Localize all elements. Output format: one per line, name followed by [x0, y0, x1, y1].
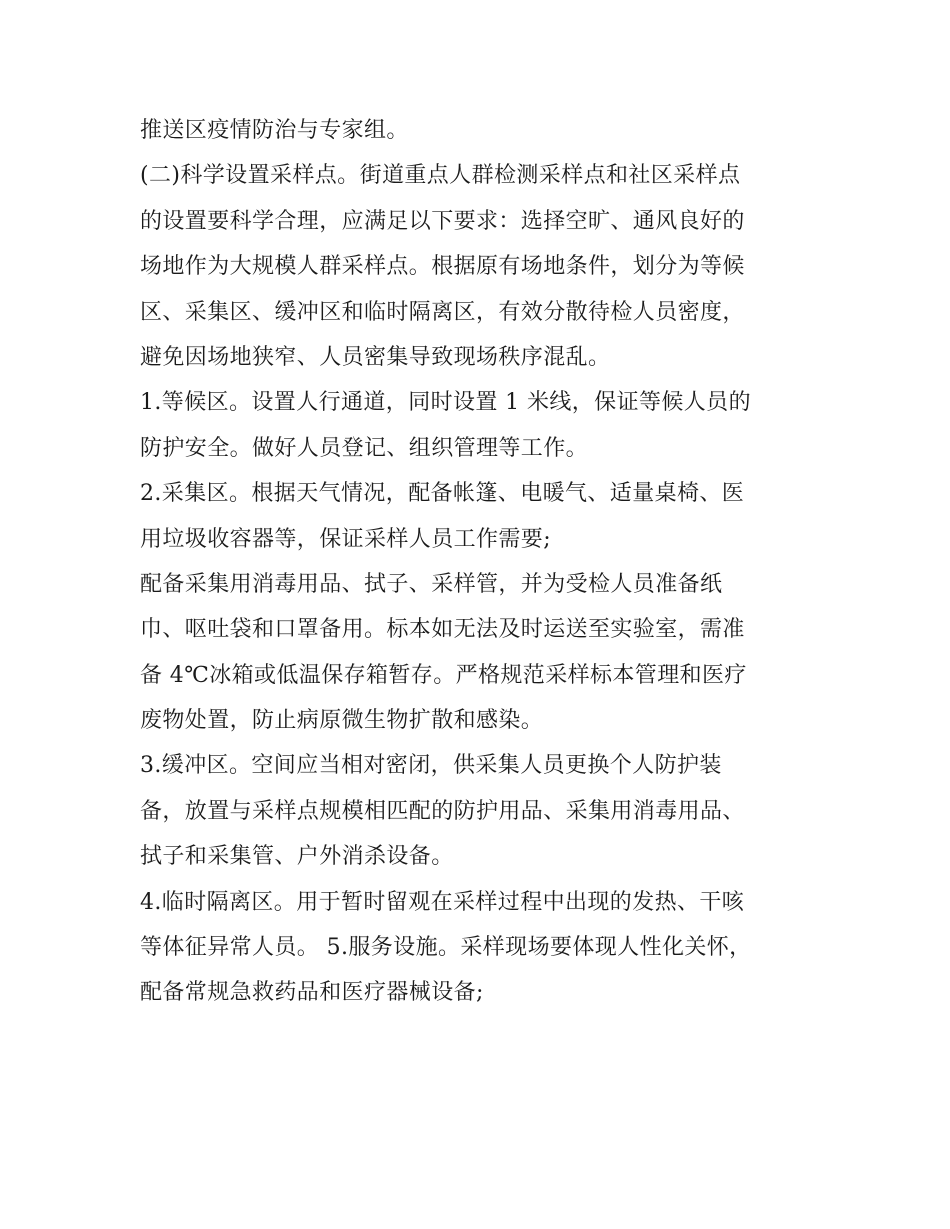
text-line: 备 4℃冰箱或低温保存箱暂存。严格规范采样标本管理和医疗 — [140, 662, 747, 688]
text-line: 配备常规急救药品和医疗器械设备; — [140, 980, 484, 1006]
text-line: 3.缓冲区。空间应当相对密闭，供采集人员更换个人防护装 — [140, 753, 722, 779]
text-line: 配备采集用消毒用品、拭子、采样管，并为受检人员准备纸 — [140, 571, 723, 597]
text-line: 用垃圾收容器等，保证采样人员工作需要; — [140, 526, 552, 552]
text-line: 备，放置与采样点规模相匹配的防护用品、采集用消毒用品、 — [140, 798, 745, 824]
text-line: 推送区疫情防治与专家组。 — [140, 118, 409, 143]
text-line: 防护安全。做好人员登记、组织管理等工作。 — [140, 435, 589, 461]
text-line: 拭子和采集管、户外消杀设备。 — [140, 844, 454, 870]
text-line: 1.等候区。设置人行通道，同时设置 1 米线，保证等候人员的 — [140, 390, 751, 416]
text-line: 废物处置，防止病原微生物扩散和感染。 — [140, 708, 544, 734]
text-line: 场地作为大规模人群采样点。根据原有场地条件，划分为等候 — [140, 254, 745, 280]
text-line: 巾、呕吐袋和口罩备用。标本如无法及时运送至实验室，需准 — [140, 617, 745, 643]
text-line: 区、采集区、缓冲区和临时隔离区，有效分散待检人员密度， — [140, 299, 745, 325]
body-text — [140, 108, 820, 1016]
text-line: 4.临时隔离区。用于暂时留观在采样过程中出现的发热、干咳 — [140, 889, 745, 915]
text-line: 等体征异常人员。 5.服务设施。采样现场要体现人性化关怀， — [140, 935, 752, 961]
text-line: 2.采集区。根据天气情况，配备帐篷、电暖气、适量桌椅、医 — [140, 481, 745, 507]
text-line: (二)科学设置采样点。街道重点人群检测采样点和社区采样点 — [140, 163, 741, 189]
text-line: 避免因场地狭窄、人员密集导致现场秩序混乱。 — [140, 344, 611, 370]
text-line: 的设置要科学合理，应满足以下要求：选择空旷、通风良好的 — [140, 208, 745, 234]
